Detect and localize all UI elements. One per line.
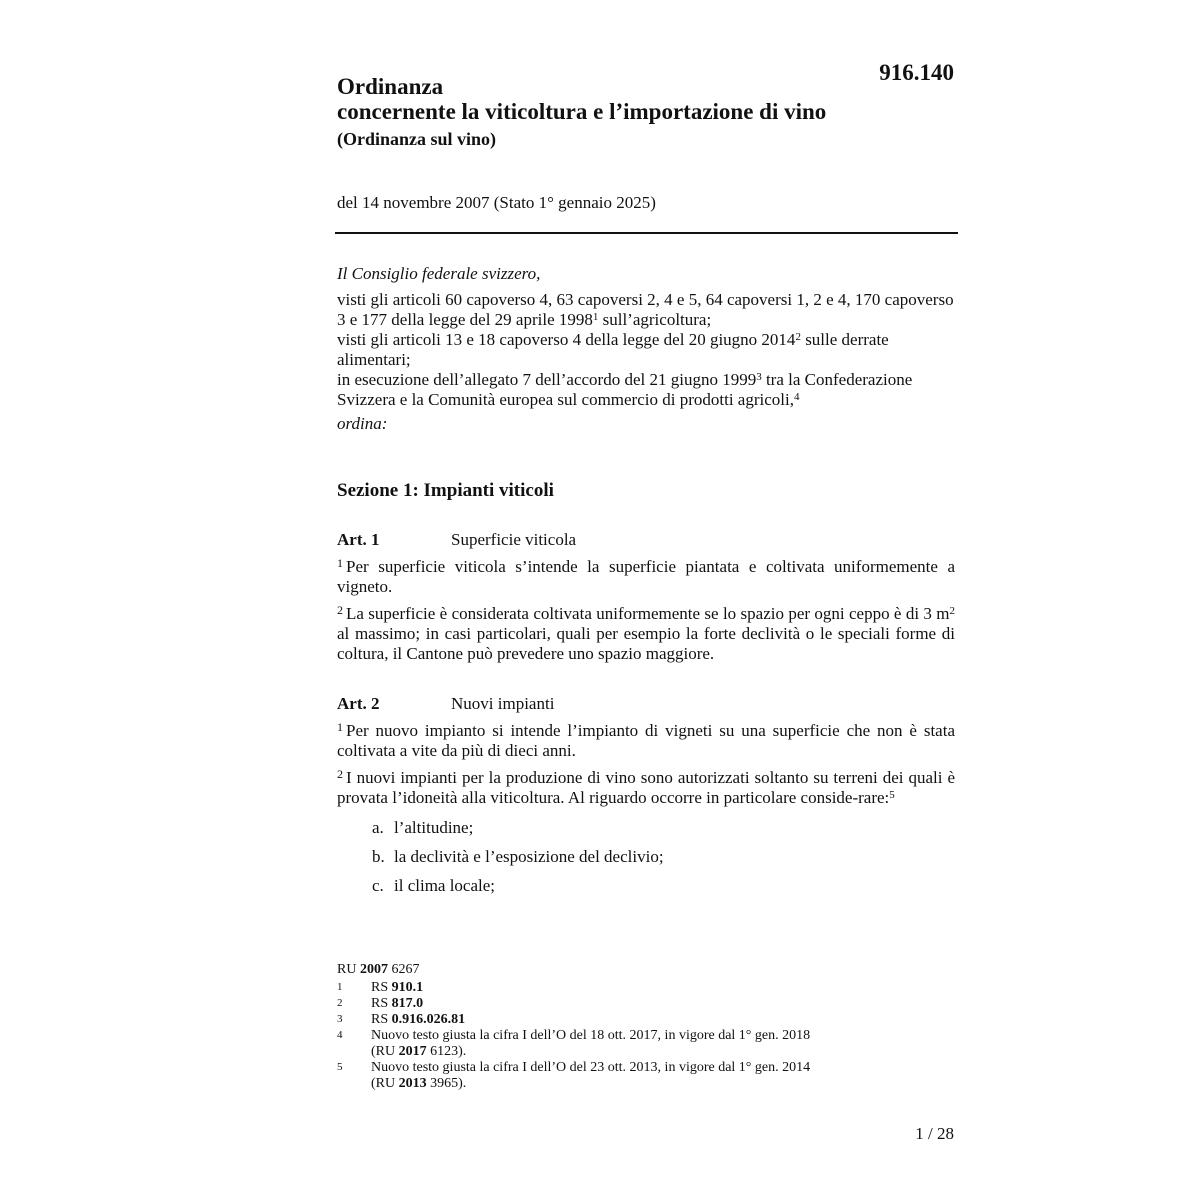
page-indicator: 1 / 28 xyxy=(915,1124,954,1143)
paragraph: $^2$ I nuovi impianti per la produzione di vino sono autorizzati soltanto su terreni dei quali è provata l’idoneità alla viticoltura. Al riguardo occorre in particolare conside-rare:$^5$ xyxy=(337,767,955,807)
footnote-3: 3 RS 0.916.026.81 xyxy=(337,1012,466,1027)
article-1 xyxy=(337,530,955,671)
list-item: b. la declività e l’esposizione del declivio; xyxy=(372,847,664,866)
letter-list xyxy=(337,818,955,905)
article-title: Superficie viticola xyxy=(451,530,577,549)
preamble-clause-3: in esecuzione dell’allegato 7 dell’accordo del 21 giugno 1999$^3$ tra la Confederazione Svizzera e la Comunità europea sul commercio di prodotti agricoli,$^4$ xyxy=(337,370,913,409)
header-divider xyxy=(335,232,958,234)
short-title: (Ordinanza sul vino) xyxy=(337,129,497,149)
footnotes xyxy=(337,962,897,1092)
title-line-2: concernente la viticoltura e l’importazione di vino xyxy=(337,99,827,124)
article-title: Nuovi impianti xyxy=(451,694,555,713)
list-item: c. il clima locale; xyxy=(372,876,496,895)
title-block xyxy=(337,74,826,150)
paragraph: $^1$ Per nuovo impianto si intende l’impianto di vigneti su una superficie che non è stata coltivata a vite da più di dieci anni. xyxy=(337,720,955,760)
preamble-clause-1: visti gli articoli 60 capoverso 4, 63 capoversi 2, 4 e 5, 64 capoversi 1, 2 e 4, 170 capoverso 3 e 177 della legge del 29 aprile 1998$^1$ sull’agricoltura; xyxy=(337,290,954,329)
list-item: a. l’altitudine; xyxy=(372,818,474,837)
footnote-2: 2 RS 817.0 xyxy=(337,996,424,1011)
footnote-ref-5[interactable]: 5 xyxy=(889,789,895,801)
ru-reference: RU 2007 6267 xyxy=(337,962,420,977)
document-date: del 14 novembre 2007 (Stato 1° gennaio 2025) xyxy=(337,193,656,212)
footnote-ref-2[interactable]: 2 xyxy=(795,331,801,343)
title-line-1: Ordinanza xyxy=(337,74,444,99)
preamble-intro: Il Consiglio federale svizzero, xyxy=(337,264,541,283)
footnote-ref-1[interactable]: 1 xyxy=(592,311,599,323)
preamble-clause-2: visti gli articoli 13 e 18 capoverso 4 della legge del 20 giugno 2014$^2$ sulle derrate alimentari; xyxy=(337,330,889,369)
footnote-4: 4 Nuovo testo giusta la cifra I dell’O del 18 ott. 2017, in vigore dal 1° gen. 2018 (RU 2017 6123). xyxy=(337,1028,811,1059)
footnote-5: 5 Nuovo testo giusta la cifra I dell’O del 23 ott. 2013, in vigore dal 1° gen. 2014 (RU 2013 3965). xyxy=(337,1060,811,1091)
preamble-ordina: ordina: xyxy=(337,414,388,433)
paragraph: $^1$ Per superficie viticola s’intende la superficie piantata e coltivata uniformemente a vigneto. xyxy=(337,556,955,596)
article-number: Art. 2 xyxy=(337,694,380,713)
footnote-ref-3[interactable]: 3 xyxy=(756,371,762,383)
article-2 xyxy=(337,694,955,905)
article-number: Art. 1 xyxy=(337,530,380,549)
section-title: Sezione 1: Impianti viticoli xyxy=(337,480,554,501)
footnote-1: 1 RS 910.1 xyxy=(337,980,424,995)
paragraph: $^2$ La superficie è considerata coltivata uniformemente se lo spazio per ogni ceppo è di 3 m$^2$ al massimo; in casi particolari, quali per esempio la forte declività o le speciali forme di coltura, il Cantone può prevedere uno spazio maggiore. xyxy=(337,603,955,663)
footnote-ref-4[interactable]: 4 xyxy=(793,391,800,403)
preamble xyxy=(337,264,957,434)
document-number: 916.140 xyxy=(879,60,954,85)
